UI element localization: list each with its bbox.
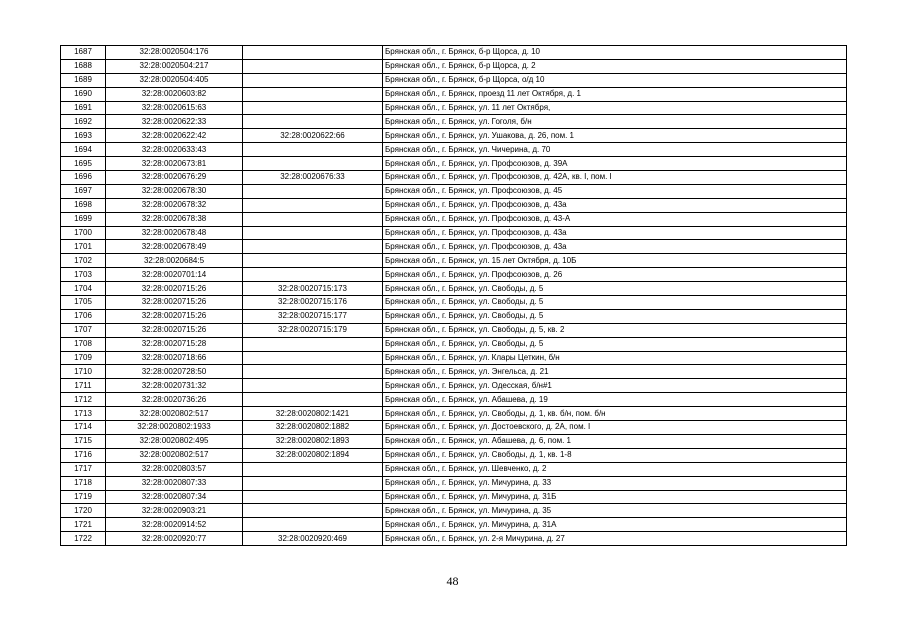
address-cell: Брянская обл., г. Брянск, ул. Абашева, д. 19 [383, 393, 847, 407]
related-cadastral-number-cell: 32:28:0020920:469 [243, 532, 383, 546]
table-row [61, 337, 847, 351]
address-cell: Брянская обл., г. Брянск, ул. Свободы, д. 5 [383, 296, 847, 310]
row-number-cell: 1690 [61, 87, 106, 101]
row-number-cell: 1693 [61, 129, 106, 143]
cadastral-number-cell: 32:28:0020678:30 [106, 184, 243, 198]
table-row [61, 323, 847, 337]
address-cell: Брянская обл., г. Брянск, ул. Профсоюзов, д. 43а [383, 226, 847, 240]
row-number-cell: 1694 [61, 143, 106, 157]
related-cadastral-number-cell [243, 379, 383, 393]
address-cell: Брянская обл., г. Брянск, ул. Гоголя, б/н [383, 115, 847, 129]
address-cell: Брянская обл., г. Брянск, ул. Свободы, д. 5 [383, 282, 847, 296]
address-cell: Брянская обл., г. Брянск, ул. Профсоюзов, д. 43а [383, 198, 847, 212]
row-number-cell: 1696 [61, 171, 106, 185]
address-cell: Брянская обл., г. Брянск, проезд 11 лет Октября, д. 1 [383, 87, 847, 101]
row-number-cell: 1692 [61, 115, 106, 129]
cadastral-number-cell: 32:28:0020615:63 [106, 101, 243, 115]
table-row [61, 504, 847, 518]
table-row [61, 476, 847, 490]
address-cell: Брянская обл., г. Брянск, ул. Мичурина, д. 35 [383, 504, 847, 518]
row-number-cell: 1716 [61, 448, 106, 462]
row-number-cell: 1714 [61, 421, 106, 435]
address-cell: Брянская обл., г. Брянск, ул. Профсоюзов, д. 42А, кв. I, пом. I [383, 171, 847, 185]
related-cadastral-number-cell: 32:28:0020622:66 [243, 129, 383, 143]
related-cadastral-number-cell [243, 46, 383, 60]
address-cell: Брянская обл., г. Брянск, ул. 15 лет Октября, д. 10Б [383, 254, 847, 268]
cadastral-number-cell: 32:28:0020678:48 [106, 226, 243, 240]
related-cadastral-number-cell: 32:28:0020715:176 [243, 296, 383, 310]
address-cell: Брянская обл., г. Брянск, ул. Профсоюзов, д. 43-А [383, 212, 847, 226]
cadastral-number-cell: 32:28:0020802:495 [106, 434, 243, 448]
cadastral-number-cell: 32:28:0020715:26 [106, 323, 243, 337]
row-number-cell: 1712 [61, 393, 106, 407]
row-number-cell: 1718 [61, 476, 106, 490]
cadastral-number-cell: 32:28:0020504:176 [106, 46, 243, 60]
address-cell: Брянская обл., г. Брянск, ул. Одесская, б/н#1 [383, 379, 847, 393]
row-number-cell: 1713 [61, 407, 106, 421]
table-row [61, 379, 847, 393]
table-row [61, 73, 847, 87]
table-row [61, 143, 847, 157]
table-row [61, 46, 847, 60]
table-row [61, 351, 847, 365]
row-number-cell: 1695 [61, 157, 106, 171]
related-cadastral-number-cell [243, 504, 383, 518]
table-row [61, 115, 847, 129]
related-cadastral-number-cell: 32:28:0020715:173 [243, 282, 383, 296]
row-number-cell: 1702 [61, 254, 106, 268]
cadastral-number-cell: 32:28:0020803:57 [106, 462, 243, 476]
cadastral-number-cell: 32:28:0020676:29 [106, 171, 243, 185]
cadastral-number-cell: 32:28:0020622:33 [106, 115, 243, 129]
cadastral-number-cell: 32:28:0020736:26 [106, 393, 243, 407]
address-cell: Брянская обл., г. Брянск, ул. 2-я Мичурина, д. 27 [383, 532, 847, 546]
row-number-cell: 1698 [61, 198, 106, 212]
address-cell: Брянская обл., г. Брянск, ул. Свободы, д. 5 [383, 337, 847, 351]
table-row [61, 448, 847, 462]
row-number-cell: 1687 [61, 46, 106, 60]
address-cell: Брянская обл., г. Брянск, ул. Шевченко, д. 2 [383, 462, 847, 476]
related-cadastral-number-cell: 32:28:0020802:1421 [243, 407, 383, 421]
row-number-cell: 1722 [61, 532, 106, 546]
related-cadastral-number-cell: 32:28:0020802:1894 [243, 448, 383, 462]
table-row [61, 212, 847, 226]
cadastral-number-cell: 32:28:0020504:405 [106, 73, 243, 87]
row-number-cell: 1705 [61, 296, 106, 310]
table-row [61, 365, 847, 379]
cadastral-number-cell: 32:28:0020678:32 [106, 198, 243, 212]
related-cadastral-number-cell [243, 518, 383, 532]
row-number-cell: 1710 [61, 365, 106, 379]
related-cadastral-number-cell [243, 184, 383, 198]
related-cadastral-number-cell [243, 143, 383, 157]
related-cadastral-number-cell [243, 365, 383, 379]
row-number-cell: 1699 [61, 212, 106, 226]
related-cadastral-number-cell [243, 157, 383, 171]
related-cadastral-number-cell [243, 73, 383, 87]
row-number-cell: 1717 [61, 462, 106, 476]
row-number-cell: 1697 [61, 184, 106, 198]
table-row [61, 518, 847, 532]
cadastral-number-cell: 32:28:0020622:42 [106, 129, 243, 143]
table-row [61, 101, 847, 115]
table-row [61, 490, 847, 504]
registry-table-body [61, 46, 847, 546]
related-cadastral-number-cell: 32:28:0020802:1882 [243, 421, 383, 435]
row-number-cell: 1688 [61, 59, 106, 73]
row-number-cell: 1706 [61, 309, 106, 323]
address-cell: Брянская обл., г. Брянск, ул. Профсоюзов, д. 45 [383, 184, 847, 198]
address-cell: Брянская обл., г. Брянск, ул. Достоевского, д. 2А, пом. I [383, 421, 847, 435]
table-row [61, 184, 847, 198]
registry-table [60, 45, 847, 546]
related-cadastral-number-cell [243, 101, 383, 115]
table-row [61, 462, 847, 476]
table-row [61, 296, 847, 310]
cadastral-number-cell: 32:28:0020678:38 [106, 212, 243, 226]
related-cadastral-number-cell: 32:28:0020715:179 [243, 323, 383, 337]
cadastral-number-cell: 32:28:0020633:43 [106, 143, 243, 157]
address-cell: Брянская обл., г. Брянск, б-р Щорса, о/д 10 [383, 73, 847, 87]
cadastral-number-cell: 32:28:0020718:66 [106, 351, 243, 365]
row-number-cell: 1711 [61, 379, 106, 393]
table-row [61, 268, 847, 282]
address-cell: Брянская обл., г. Брянск, б-р Щорса, д. 10 [383, 46, 847, 60]
cadastral-number-cell: 32:28:0020673:81 [106, 157, 243, 171]
address-cell: Брянская обл., г. Брянск, ул. Мичурина, д. 31А [383, 518, 847, 532]
address-cell: Брянская обл., г. Брянск, ул. 11 лет Октября, [383, 101, 847, 115]
row-number-cell: 1719 [61, 490, 106, 504]
row-number-cell: 1700 [61, 226, 106, 240]
related-cadastral-number-cell [243, 226, 383, 240]
table-row [61, 254, 847, 268]
row-number-cell: 1703 [61, 268, 106, 282]
related-cadastral-number-cell [243, 115, 383, 129]
row-number-cell: 1708 [61, 337, 106, 351]
related-cadastral-number-cell [243, 268, 383, 282]
related-cadastral-number-cell [243, 393, 383, 407]
related-cadastral-number-cell [243, 59, 383, 73]
related-cadastral-number-cell [243, 87, 383, 101]
row-number-cell: 1715 [61, 434, 106, 448]
address-cell: Брянская обл., г. Брянск, ул. Профсоюзов, д. 26 [383, 268, 847, 282]
address-cell: Брянская обл., г. Брянск, ул. Профсоюзов, д. 43а [383, 240, 847, 254]
table-row [61, 226, 847, 240]
related-cadastral-number-cell: 32:28:0020715:177 [243, 309, 383, 323]
address-cell: Брянская обл., г. Брянск, ул. Клары Цеткин, б/н [383, 351, 847, 365]
table-row [61, 393, 847, 407]
address-cell: Брянская обл., г. Брянск, ул. Ушакова, д. 26, пом. 1 [383, 129, 847, 143]
row-number-cell: 1704 [61, 282, 106, 296]
cadastral-number-cell: 32:28:0020504:217 [106, 59, 243, 73]
address-cell: Брянская обл., г. Брянск, ул. Свободы, д. 1, кв. 1-8 [383, 448, 847, 462]
cadastral-number-cell: 32:28:0020715:28 [106, 337, 243, 351]
row-number-cell: 1707 [61, 323, 106, 337]
address-cell: Брянская обл., г. Брянск, ул. Мичурина, д. 31Б [383, 490, 847, 504]
row-number-cell: 1720 [61, 504, 106, 518]
address-cell: Брянская обл., г. Брянск, ул. Абашева, д. 6, пом. 1 [383, 434, 847, 448]
table-row [61, 59, 847, 73]
cadastral-number-cell: 32:28:0020678:49 [106, 240, 243, 254]
address-cell: Брянская обл., г. Брянск, ул. Энгельса, д. 21 [383, 365, 847, 379]
related-cadastral-number-cell: 32:28:0020676:33 [243, 171, 383, 185]
table-row [61, 407, 847, 421]
address-cell: Брянская обл., г. Брянск, ул. Чичерина, д. 70 [383, 143, 847, 157]
table-row [61, 157, 847, 171]
row-number-cell: 1721 [61, 518, 106, 532]
related-cadastral-number-cell [243, 490, 383, 504]
page-number: 48 [446, 574, 459, 588]
address-cell: Брянская обл., г. Брянск, ул. Профсоюзов, д. 39А [383, 157, 847, 171]
cadastral-number-cell: 32:28:0020731:32 [106, 379, 243, 393]
related-cadastral-number-cell [243, 212, 383, 226]
address-cell: Брянская обл., г. Брянск, б-р Щорса, д. 2 [383, 59, 847, 73]
cadastral-number-cell: 32:28:0020715:26 [106, 282, 243, 296]
cadastral-number-cell: 32:28:0020701:14 [106, 268, 243, 282]
address-cell: Брянская обл., г. Брянск, ул. Свободы, д. 1, кв. б/н, пом. б/н [383, 407, 847, 421]
cadastral-number-cell: 32:28:0020920:77 [106, 532, 243, 546]
cadastral-number-cell: 32:28:0020715:26 [106, 309, 243, 323]
related-cadastral-number-cell [243, 198, 383, 212]
table-row [61, 171, 847, 185]
related-cadastral-number-cell [243, 254, 383, 268]
table-row [61, 434, 847, 448]
cadastral-number-cell: 32:28:0020802:517 [106, 448, 243, 462]
table-row [61, 532, 847, 546]
table-row [61, 198, 847, 212]
cadastral-number-cell: 32:28:0020715:26 [106, 296, 243, 310]
related-cadastral-number-cell [243, 240, 383, 254]
row-number-cell: 1691 [61, 101, 106, 115]
cadastral-number-cell: 32:28:0020802:517 [106, 407, 243, 421]
related-cadastral-number-cell [243, 476, 383, 490]
cadastral-number-cell: 32:28:0020903:21 [106, 504, 243, 518]
related-cadastral-number-cell [243, 462, 383, 476]
cadastral-number-cell: 32:28:0020807:33 [106, 476, 243, 490]
cadastral-number-cell: 32:28:0020802:1933 [106, 421, 243, 435]
cadastral-number-cell: 32:28:0020684:5 [106, 254, 243, 268]
related-cadastral-number-cell [243, 351, 383, 365]
table-row [61, 282, 847, 296]
row-number-cell: 1709 [61, 351, 106, 365]
cadastral-number-cell: 32:28:0020807:34 [106, 490, 243, 504]
table-row [61, 309, 847, 323]
table-row [61, 421, 847, 435]
related-cadastral-number-cell [243, 337, 383, 351]
row-number-cell: 1701 [61, 240, 106, 254]
table-row [61, 240, 847, 254]
cadastral-number-cell: 32:28:0020914:52 [106, 518, 243, 532]
cadastral-number-cell: 32:28:0020603:82 [106, 87, 243, 101]
cadastral-number-cell: 32:28:0020728:50 [106, 365, 243, 379]
address-cell: Брянская обл., г. Брянск, ул. Свободы, д. 5, кв. 2 [383, 323, 847, 337]
address-cell: Брянская обл., г. Брянск, ул. Мичурина, д. 33 [383, 476, 847, 490]
address-cell: Брянская обл., г. Брянск, ул. Свободы, д. 5 [383, 309, 847, 323]
row-number-cell: 1689 [61, 73, 106, 87]
table-row [61, 87, 847, 101]
table-row [61, 129, 847, 143]
related-cadastral-number-cell: 32:28:0020802:1893 [243, 434, 383, 448]
